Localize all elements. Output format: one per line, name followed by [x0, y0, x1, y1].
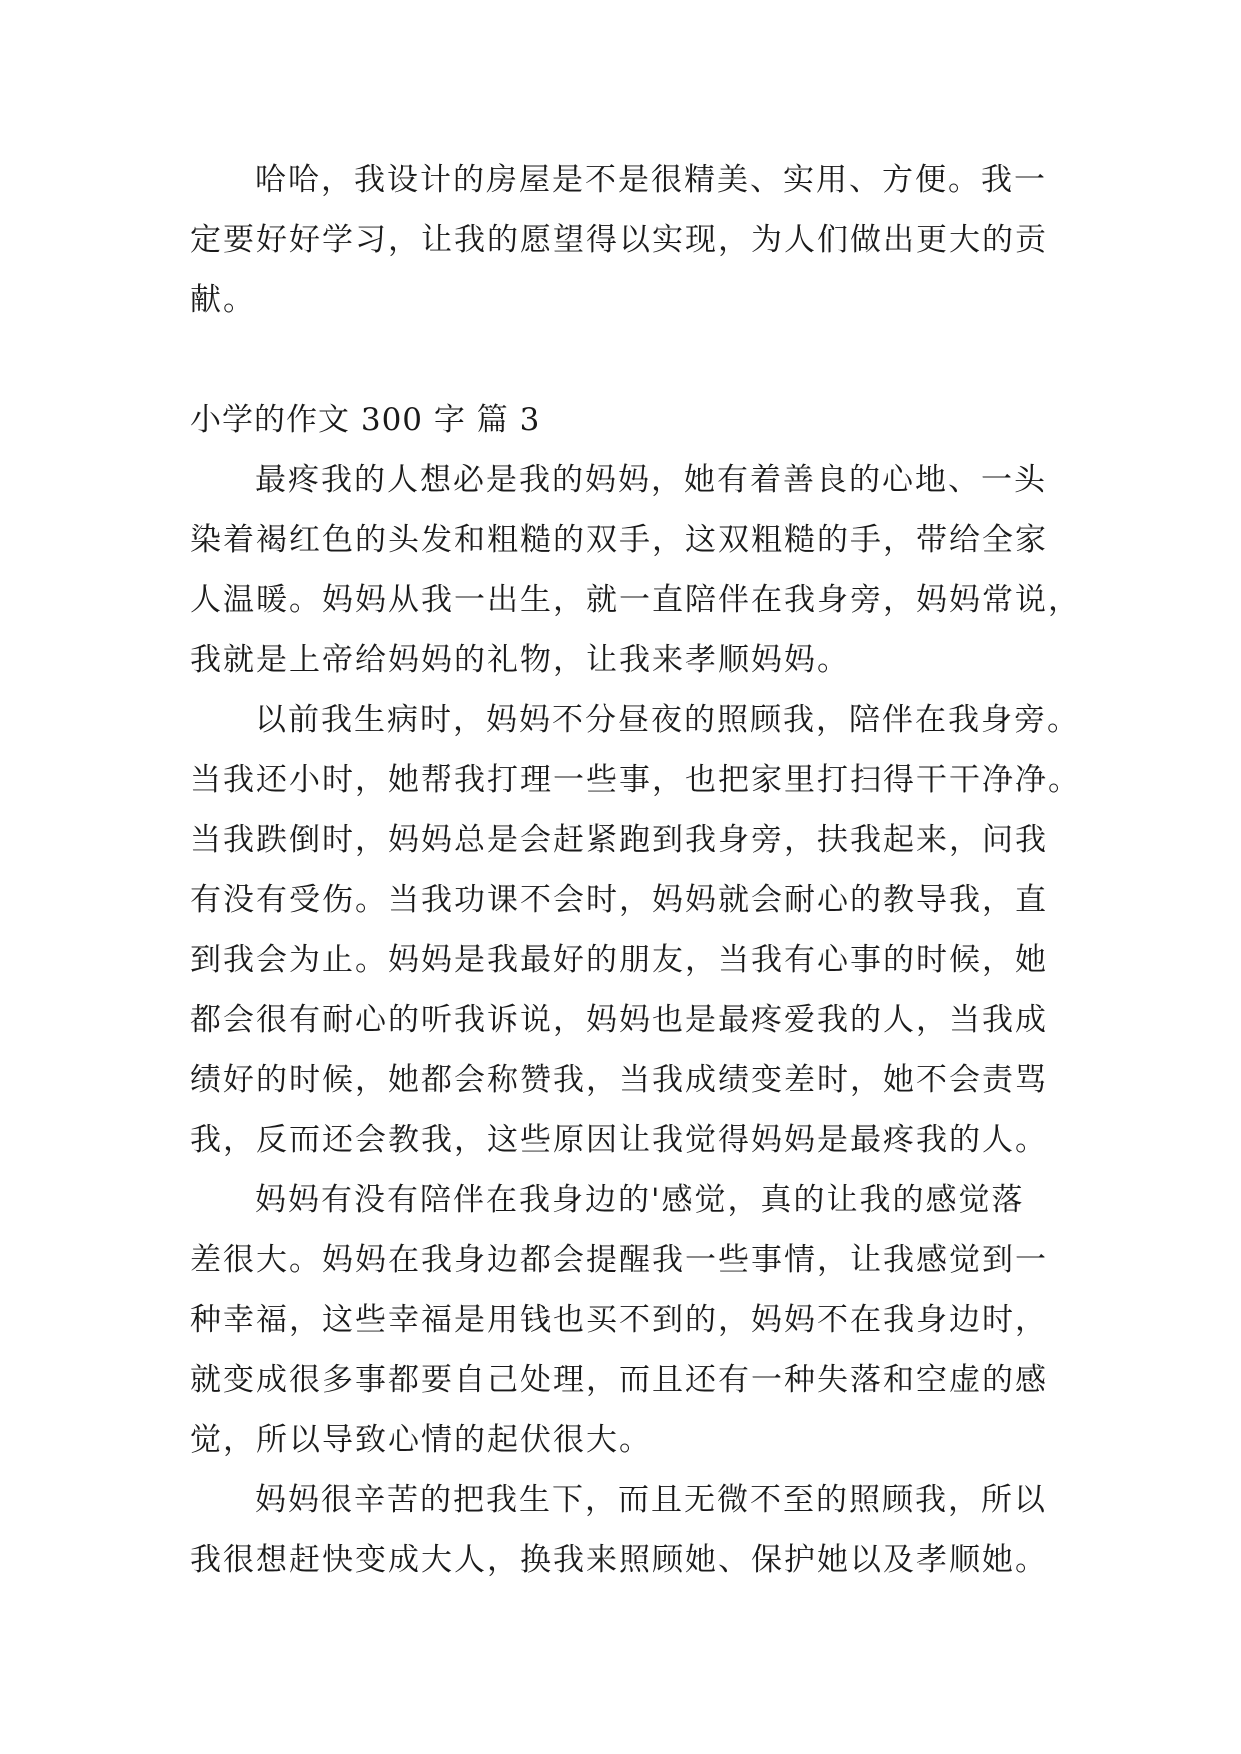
text-line: 以前我生病时，妈妈不分昼夜的照顾我，陪伴在我身旁。 — [255, 702, 1080, 738]
text-line: 定要好好学习，让我的愿望得以实现，为人们做出更大的贡 — [190, 222, 1048, 258]
text-line: 我很想赶快变成大人，换我来照顾她、保护她以及孝顺她。 — [190, 1542, 1048, 1578]
text-line: 最疼我的人想必是我的妈妈，她有着善良的心地、一头 — [255, 462, 1047, 498]
text-line: 差很大。妈妈在我身边都会提醒我一些事情，让我感觉到一 — [190, 1242, 1048, 1278]
text-line: 哈哈，我设计的房屋是不是很精美、实用、方便。我一 — [255, 162, 1047, 198]
text-line: 当我跌倒时，妈妈总是会赶紧跑到我身旁，扶我起来，问我 — [190, 822, 1048, 858]
section-title: 小学的作文 300 字 篇 3 — [190, 402, 541, 438]
text-line: 我，反而还会教我，这些原因让我觉得妈妈是最疼我的人。 — [190, 1122, 1048, 1158]
text-line: 到我会为止。妈妈是我最好的朋友，当我有心事的时候，她 — [190, 942, 1048, 978]
text-line: 妈妈有没有陪伴在我身边的'感觉，真的让我的感觉落 — [255, 1182, 1025, 1218]
text-line: 就变成很多事都要自己处理，而且还有一种失落和空虚的感 — [190, 1362, 1048, 1398]
text-line: 觉，所以导致心情的起伏很大。 — [190, 1422, 652, 1458]
text-line: 我就是上帝给妈妈的礼物，让我来孝顺妈妈。 — [190, 642, 850, 678]
intro-paragraph — [190, 150, 1070, 330]
text-line: 人温暖。妈妈从我一出生，就一直陪伴在我身旁，妈妈常说， — [190, 582, 1081, 618]
paragraph-2 — [190, 690, 1081, 1170]
paragraph-1 — [190, 450, 1081, 690]
text-line: 都会很有耐心的听我诉说，妈妈也是最疼爱我的人，当我成 — [190, 1002, 1048, 1038]
text-line: 种幸福，这些幸福是用钱也买不到的，妈妈不在我身边时， — [190, 1302, 1048, 1338]
paragraph-4 — [190, 1470, 1070, 1590]
paragraph-3 — [190, 1170, 1070, 1470]
text-line: 妈妈很辛苦的把我生下，而且无微不至的照顾我，所以 — [255, 1482, 1047, 1518]
text-line: 有没有受伤。当我功课不会时，妈妈就会耐心的教导我，直 — [190, 882, 1048, 918]
text-line: 染着褐红色的头发和粗糙的双手，这双粗糙的手，带给全家 — [190, 522, 1048, 558]
text-line: 献。 — [190, 282, 256, 318]
text-line: 绩好的时候，她都会称赞我，当我成绩变差时，她不会责骂 — [190, 1062, 1048, 1098]
document-body — [190, 150, 1081, 1590]
text-line: 当我还小时，她帮我打理一些事，也把家里打扫得干干净净。 — [190, 762, 1081, 798]
